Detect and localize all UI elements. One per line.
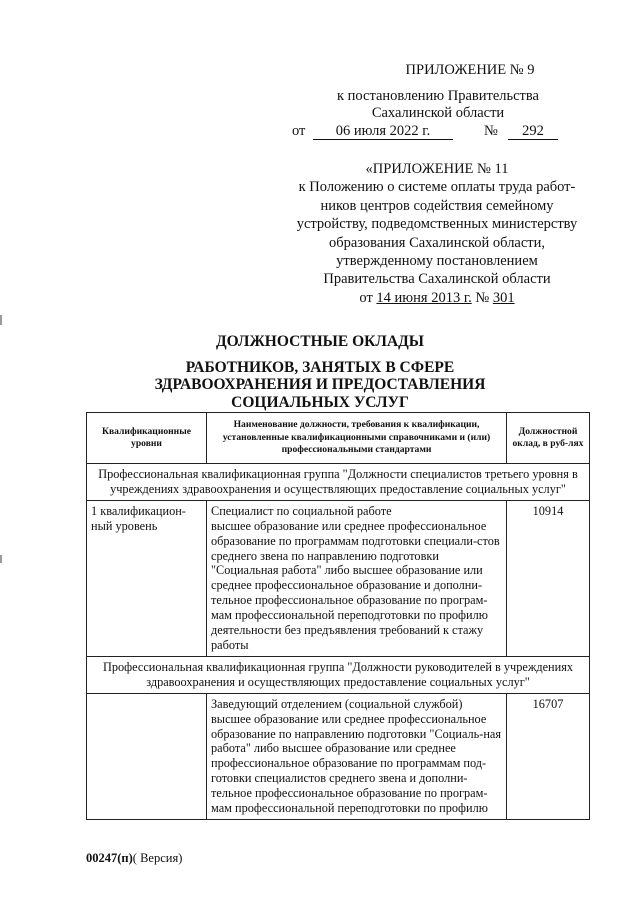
position-cell xyxy=(207,693,507,819)
column-header-level: Квалификационные уровни xyxy=(87,413,207,464)
appendix-title: ПРИЛОЖЕНИЕ № 9 xyxy=(405,62,535,78)
number-label: № xyxy=(475,289,490,306)
annex-number: 301 xyxy=(492,289,515,306)
table-row xyxy=(87,693,590,819)
annex-line: утвержденному постановлением xyxy=(336,253,538,270)
group-title: Профессиональная квалификационная группа "Должности руководителей в учреждениях здравоохранения и осуществляющих предоставление социальных услуг" xyxy=(87,656,590,693)
annex-line: к Положению о системе оплаты труда работ- xyxy=(298,179,576,196)
number-label: № xyxy=(484,123,498,139)
position-cell xyxy=(207,500,507,656)
scan-artifact xyxy=(0,555,2,563)
table-group-row xyxy=(87,464,590,501)
salary-value: 10914 xyxy=(507,500,590,656)
annex-line: Правительства Сахалинской области xyxy=(323,271,551,288)
title-line: ДОЛЖНОСТНЫЕ ОКЛАДЫ xyxy=(215,333,425,350)
document-code: 00247(п) xyxy=(86,851,133,865)
resolution-ref-line2: Сахалинской области xyxy=(371,105,505,121)
annex-block xyxy=(286,160,588,307)
column-header-salary: Должностной оклад, в руб-лях xyxy=(507,413,590,464)
annex-title: «ПРИЛОЖЕНИЕ № 11 xyxy=(365,161,509,177)
annex-date: 14 июня 2013 г. xyxy=(376,289,472,306)
footer-code xyxy=(86,851,182,866)
annex-line: устройству, подведомственных министерству xyxy=(296,216,578,233)
position-requirements: высшее образование или среднее профессиональное образование по программам подготовки специали-стов среднего звена по направлению подготовки "Социальная работа" либо высшее образование или среднее профессиональное образование и дополни-тельное профессиональное образование по програм-мам профессиональной переподготовки по профилю деятельности без предъявления требований к стажу работы xyxy=(211,518,500,652)
resolution-date: 06 июля 2022 г. xyxy=(313,123,453,140)
salary-value: 16707 xyxy=(507,693,590,819)
scan-artifact xyxy=(0,315,2,325)
title-line: СОЦИАЛЬНЫХ УСЛУГ xyxy=(231,393,409,411)
position-requirements: высшее образование или среднее профессиональное образование по направлению подготовки "Социаль-ная работа" либо высшее образование или среднее профессиональное образование по программам под-готовки специалистов среднего звена и дополни-тельное профессиональное образование по програм-мам профессиональной переподготовки по профилю xyxy=(211,711,502,816)
qualification-level: 1 квалификацион-ный уровень xyxy=(87,500,207,656)
table-group-row xyxy=(87,656,590,693)
group-title: Профессиональная квалификационная группа "Должности специалистов третьего уровня в учреждениях здравоохранения и осуществляющих предоставление социальных услуг" xyxy=(87,464,590,501)
qualification-level xyxy=(87,693,207,819)
document-title xyxy=(150,333,490,411)
annex-date-line xyxy=(286,289,588,307)
resolution-number: 292 xyxy=(508,123,558,140)
column-header-position: Наименование должности, требования к квалификации, установленные квалификационными справочниками и (или) профессиональными стандартами xyxy=(207,413,507,464)
resolution-ref-line1: к постановлению Правительства xyxy=(337,88,539,104)
title-line: РАБОТНИКОВ, ЗАНЯТЫХ В СФЕРЕ xyxy=(185,358,455,376)
table-row xyxy=(87,500,590,656)
annex-line: образования Сахалинской области, xyxy=(328,234,546,251)
resolution-date-line xyxy=(288,123,588,141)
table-header-row xyxy=(87,413,590,464)
appendix-header xyxy=(288,62,588,141)
title-line: ЗДРАВООХРАНЕНИЯ И ПРЕДОСТАВЛЕНИЯ xyxy=(154,376,486,393)
from-label: от xyxy=(359,289,373,306)
from-label: от xyxy=(292,123,306,139)
position-name: Специалист по социальной работе xyxy=(211,503,392,518)
document-version: ( Версия) xyxy=(132,851,183,865)
salary-table xyxy=(86,412,590,820)
annex-line: ников центров содействия семейному xyxy=(320,197,554,214)
position-name: Заведующий отделением (социальной службой) xyxy=(211,696,463,711)
